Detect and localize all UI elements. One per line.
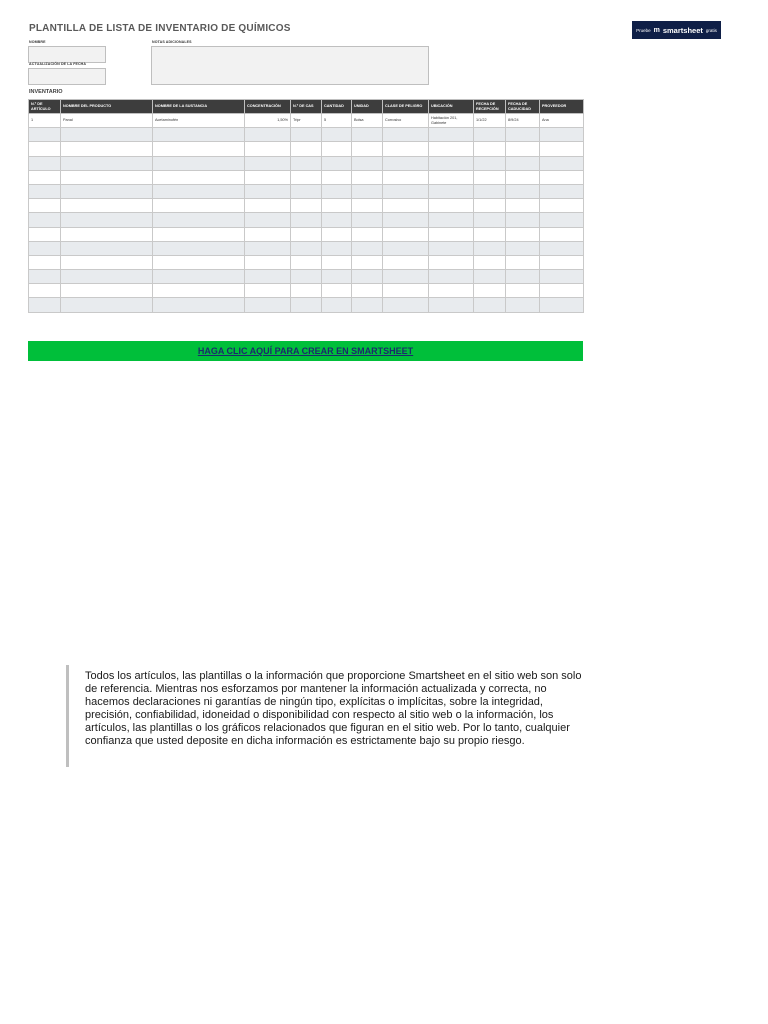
table-cell[interactable] [474, 241, 506, 255]
table-cell[interactable] [245, 128, 291, 142]
table-cell[interactable] [429, 270, 474, 284]
table-cell[interactable] [29, 241, 61, 255]
date-field[interactable] [28, 68, 106, 85]
table-cell[interactable] [474, 255, 506, 269]
table-cell[interactable] [153, 270, 245, 284]
table-cell[interactable] [322, 298, 352, 312]
table-cell[interactable] [61, 156, 153, 170]
table-cell[interactable] [474, 156, 506, 170]
table-cell[interactable] [29, 284, 61, 298]
table-cell[interactable] [474, 170, 506, 184]
table-cell[interactable] [153, 170, 245, 184]
table-cell[interactable] [429, 227, 474, 241]
table-cell[interactable] [245, 270, 291, 284]
table-cell[interactable] [153, 184, 245, 198]
column-header: N.º DE CAS [291, 100, 322, 114]
table-row [29, 128, 584, 142]
table-cell[interactable] [153, 199, 245, 213]
table-cell[interactable] [540, 184, 584, 198]
table-cell[interactable] [322, 284, 352, 298]
column-header: NOMBRE DE LA SUSTANCIA [153, 100, 245, 114]
table-row [29, 114, 584, 128]
table-cell[interactable] [474, 184, 506, 198]
table-cell[interactable] [322, 142, 352, 156]
table-cell[interactable] [352, 213, 383, 227]
table-cell[interactable] [352, 156, 383, 170]
table-cell[interactable] [474, 284, 506, 298]
table-row [29, 213, 584, 227]
table-cell[interactable] [291, 170, 322, 184]
table-cell[interactable] [383, 284, 429, 298]
table-cell[interactable] [291, 199, 322, 213]
table-cell[interactable] [429, 142, 474, 156]
table-cell[interactable] [153, 284, 245, 298]
table-cell[interactable]: Habitación 201, Gabinete [429, 114, 474, 128]
table-cell[interactable] [245, 184, 291, 198]
table-cell[interactable] [506, 156, 540, 170]
table-cell[interactable] [383, 270, 429, 284]
table-cell[interactable] [29, 184, 61, 198]
table-cell[interactable] [245, 156, 291, 170]
table-cell[interactable] [352, 241, 383, 255]
page-title: PLANTILLA DE LISTA DE INVENTARIO DE QUÍMICOS [29, 23, 291, 34]
table-cell[interactable] [245, 227, 291, 241]
table-cell[interactable] [245, 241, 291, 255]
table-row [29, 227, 584, 241]
table-cell[interactable] [383, 128, 429, 142]
table-cell[interactable] [352, 270, 383, 284]
table-cell[interactable] [506, 298, 540, 312]
table-cell[interactable] [61, 128, 153, 142]
column-header: FECHA DE CADUCIDAD [506, 100, 540, 114]
table-cell[interactable] [29, 170, 61, 184]
column-header: PROVEEDOR [540, 100, 584, 114]
table-row [29, 184, 584, 198]
table-cell[interactable] [540, 227, 584, 241]
table-cell[interactable] [322, 199, 352, 213]
table-cell[interactable] [322, 270, 352, 284]
table-cell[interactable] [61, 284, 153, 298]
table-cell[interactable] [322, 255, 352, 269]
table-cell[interactable] [474, 227, 506, 241]
table-cell[interactable]: Corrosivo [383, 114, 429, 128]
create-in-smartsheet-link[interactable]: HAGA CLIC AQUÍ PARA CREAR EN SMARTSHEET [197, 346, 414, 356]
table-cell[interactable] [352, 227, 383, 241]
notes-field[interactable] [151, 46, 429, 85]
table-cell[interactable] [245, 213, 291, 227]
table-cell[interactable] [429, 156, 474, 170]
table-cell[interactable] [383, 241, 429, 255]
table-cell[interactable] [352, 142, 383, 156]
table-cell[interactable] [29, 298, 61, 312]
table-cell[interactable] [540, 156, 584, 170]
table-cell[interactable] [429, 213, 474, 227]
table-cell[interactable] [29, 227, 61, 241]
table-cell[interactable] [383, 156, 429, 170]
table-cell[interactable] [61, 184, 153, 198]
table-cell[interactable] [506, 128, 540, 142]
table-cell[interactable] [540, 170, 584, 184]
table-cell[interactable] [322, 227, 352, 241]
column-header: CLASE DE PELIGRO [383, 100, 429, 114]
table-cell[interactable] [291, 142, 322, 156]
table-cell[interactable] [322, 213, 352, 227]
column-header: UBICACIÓN [429, 100, 474, 114]
table-cell[interactable] [474, 298, 506, 312]
table-cell[interactable] [61, 270, 153, 284]
table-cell[interactable] [153, 255, 245, 269]
column-header: CONCENTRACIÓN [245, 100, 291, 114]
table-cell[interactable] [61, 298, 153, 312]
table-cell[interactable] [291, 270, 322, 284]
table-cell[interactable] [291, 184, 322, 198]
table-cell[interactable] [352, 184, 383, 198]
column-header: CANTIDAD [322, 100, 352, 114]
table-cell[interactable] [506, 227, 540, 241]
table-cell[interactable] [29, 213, 61, 227]
logo-brand: smartsheet [662, 25, 703, 35]
table-cell[interactable] [29, 199, 61, 213]
table-row [29, 199, 584, 213]
table-cell[interactable] [540, 298, 584, 312]
table-cell[interactable] [540, 199, 584, 213]
table-cell[interactable] [352, 199, 383, 213]
table-cell[interactable] [383, 142, 429, 156]
table-cell[interactable] [429, 255, 474, 269]
table-cell[interactable] [540, 270, 584, 284]
table-cell[interactable] [153, 227, 245, 241]
name-field[interactable] [28, 46, 106, 63]
table-cell[interactable] [291, 298, 322, 312]
table-cell[interactable] [352, 255, 383, 269]
table-cell[interactable]: Panal [61, 114, 153, 128]
table-cell[interactable] [291, 255, 322, 269]
table-cell[interactable]: 1,50% [245, 114, 291, 128]
table-cell[interactable] [352, 284, 383, 298]
table-cell[interactable] [429, 241, 474, 255]
logo-suffix: gratis [705, 27, 717, 33]
table-cell[interactable] [291, 284, 322, 298]
table-cell[interactable] [29, 270, 61, 284]
table-cell[interactable] [506, 284, 540, 298]
table-cell[interactable] [322, 128, 352, 142]
table-cell[interactable] [474, 270, 506, 284]
table-cell[interactable] [29, 156, 61, 170]
date-label: ACTUALIZACIÓN DE LA FECHA [29, 62, 87, 66]
table-cell[interactable]: 1/1/22 [474, 114, 506, 128]
table-cell[interactable] [153, 156, 245, 170]
table-row [29, 284, 584, 298]
table-cell[interactable] [429, 298, 474, 312]
inventory-section-label: INVENTARIO [29, 89, 63, 95]
table-cell[interactable] [61, 241, 153, 255]
table-cell[interactable] [245, 142, 291, 156]
table-cell[interactable] [383, 255, 429, 269]
table-cell[interactable] [506, 142, 540, 156]
table-cell[interactable]: Ana [540, 114, 584, 128]
logo-prefix: Pruebe [636, 27, 651, 33]
table-cell[interactable] [61, 170, 153, 184]
table-cell[interactable] [429, 199, 474, 213]
table-cell[interactable] [429, 284, 474, 298]
table-row [29, 170, 584, 184]
table-cell[interactable] [429, 128, 474, 142]
table-cell[interactable] [540, 128, 584, 142]
table-cell[interactable] [540, 142, 584, 156]
table-cell[interactable]: 5 [322, 114, 352, 128]
table-cell[interactable] [245, 170, 291, 184]
table-cell[interactable] [153, 213, 245, 227]
table-cell[interactable] [61, 142, 153, 156]
table-row [29, 156, 584, 170]
notes-label: NOTAS ADICIONALES [152, 40, 192, 44]
table-header-row [29, 100, 584, 114]
table-cell[interactable] [245, 284, 291, 298]
table-cell[interactable] [291, 227, 322, 241]
column-header: FECHA DE RECEPCIÓN [474, 100, 506, 114]
table-cell[interactable] [29, 255, 61, 269]
table-cell[interactable] [352, 170, 383, 184]
table-cell[interactable] [540, 213, 584, 227]
table-cell[interactable] [245, 298, 291, 312]
table-cell[interactable] [291, 213, 322, 227]
table-cell[interactable] [474, 142, 506, 156]
table-cell[interactable]: 8/9/24 [506, 114, 540, 128]
table-cell[interactable] [153, 298, 245, 312]
table-row [29, 270, 584, 284]
table-cell[interactable] [474, 213, 506, 227]
table-cell[interactable] [383, 199, 429, 213]
table-cell[interactable] [540, 255, 584, 269]
table-cell[interactable] [506, 170, 540, 184]
smartsheet-logo-button[interactable] [632, 21, 721, 39]
table-cell[interactable] [540, 241, 584, 255]
table-cell[interactable] [506, 270, 540, 284]
inventory-table [28, 99, 584, 313]
table-cell[interactable] [61, 213, 153, 227]
table-cell[interactable] [429, 184, 474, 198]
table-cell[interactable] [291, 156, 322, 170]
table-cell[interactable] [540, 284, 584, 298]
table-cell[interactable] [153, 142, 245, 156]
table-cell[interactable]: Tripr [291, 114, 322, 128]
column-header: N.º DE ARTÍCULO [29, 100, 61, 114]
table-cell[interactable] [506, 241, 540, 255]
table-cell[interactable] [506, 184, 540, 198]
table-cell[interactable] [383, 213, 429, 227]
table-cell[interactable] [383, 170, 429, 184]
table-cell[interactable] [506, 213, 540, 227]
table-cell[interactable] [61, 227, 153, 241]
table-cell[interactable] [506, 199, 540, 213]
table-cell[interactable] [61, 255, 153, 269]
table-cell[interactable]: Acetaminofén [153, 114, 245, 128]
table-cell[interactable] [61, 199, 153, 213]
table-cell[interactable] [383, 298, 429, 312]
smartsheet-mark-icon: m [653, 26, 660, 34]
table-cell[interactable] [291, 241, 322, 255]
table-cell[interactable] [506, 255, 540, 269]
name-label: NOMBRE [29, 40, 46, 44]
table-cell[interactable] [291, 128, 322, 142]
table-cell[interactable]: 1 [29, 114, 61, 128]
disclaimer-text: Todos los artículos, las plantillas o la información que proporcione Smartsheet en el sitio web son solo de referencia. Mientras nos esforzamos por mantener la información actualizada y correcta, no hacemos declaraciones ni garantías de ningún tipo, explícitas o implícitas, sobre la integridad, precisión, confiabilidad, idoneidad o disponibilidad con respecto al sitio web o la información, los artículos, las plantillas o los gráficos relacionados que figuran en el sitio web. Por lo tanto, cualquier confianza que usted deposite en dicha información es estrictamente bajo su propio riesgo. [66, 665, 586, 767]
table-row [29, 142, 584, 156]
table-cell[interactable] [322, 156, 352, 170]
table-cell[interactable] [29, 128, 61, 142]
table-cell[interactable] [429, 170, 474, 184]
table-cell[interactable] [322, 184, 352, 198]
table-cell[interactable] [352, 298, 383, 312]
table-cell[interactable] [383, 184, 429, 198]
table-row [29, 255, 584, 269]
table-row [29, 241, 584, 255]
table-cell[interactable] [474, 199, 506, 213]
table-cell[interactable] [352, 128, 383, 142]
table-cell[interactable] [29, 142, 61, 156]
table-cell[interactable]: Bolsa [352, 114, 383, 128]
table-cell[interactable] [153, 241, 245, 255]
table-cell[interactable] [245, 199, 291, 213]
table-row [29, 298, 584, 312]
table-cell[interactable] [153, 128, 245, 142]
table-cell[interactable] [474, 128, 506, 142]
table-cell[interactable] [245, 255, 291, 269]
column-header: UNIDAD [352, 100, 383, 114]
column-header: NOMBRE DEL PRODUCTO [61, 100, 153, 114]
table-cell[interactable] [322, 170, 352, 184]
table-cell[interactable] [383, 227, 429, 241]
table-cell[interactable] [322, 241, 352, 255]
create-in-smartsheet-banner[interactable] [28, 341, 583, 361]
